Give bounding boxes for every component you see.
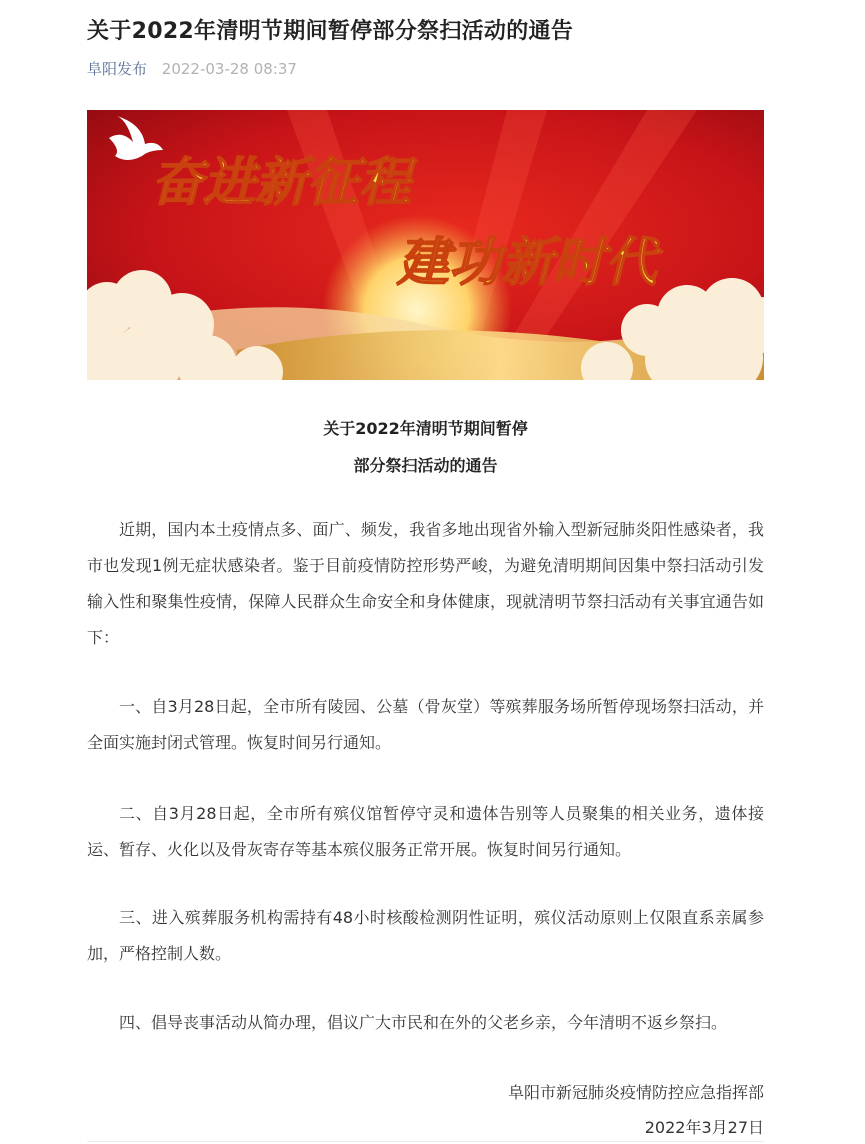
item-1-paragraph: 一、自3月28日起，全市所有陵园、公墓（骨灰堂）等殡葬服务场所暂停现场祭扫活动，并全面实施封闭式管理。恢复时间另行通知。	[87, 697, 764, 752]
divider	[87, 1141, 764, 1142]
sign-date: 2022年3月27日	[644, 1118, 764, 1137]
item-4-paragraph: 四、倡导丧事活动从简办理，倡议广大市民和在外的父老乡亲，今年清明不返乡祭扫。	[119, 1013, 728, 1032]
banner-slogan-1: 奋进新征程	[151, 153, 412, 213]
item-2-paragraph: 二、自3月28日起，全市所有殡仪馆暂停守灵和遗体告别等人员聚集的相关业务，遗体接运、暂存、火化以及骨灰寄存等基本殡仪服务正常开展。恢复时间另行通知。	[87, 804, 764, 859]
article-meta	[87, 58, 297, 79]
source-link[interactable]: 阜阳发布	[87, 60, 148, 78]
article-title: 关于2022年清明节期间暂停部分祭扫活动的通告	[87, 19, 574, 44]
notice-heading-line2: 部分祭扫活动的通告	[353, 456, 498, 475]
notice-heading-line1: 关于2022年清明节期间暂停	[323, 419, 528, 438]
publish-datetime: 2022-03-28 08:37	[161, 60, 297, 78]
intro-paragraph: 近期，国内本土疫情点多、面广、频发，我省多地出现省外输入型新冠肺炎阳性感染者，我市也发现1例无症状感染者。鉴于目前疫情防控形势严峻，为避免清明期间因集中祭扫活动引发输入性和聚集性疫情，保障人民群众生命安全和身体健康，现就清明节祭扫活动有关事宜通告如下：	[87, 520, 764, 647]
item-3-paragraph: 三、进入殡葬服务机构需持有48小时核酸检测阴性证明，殡仪活动原则上仅限直系亲属参加，严格控制人数。	[87, 908, 764, 963]
banner-image	[87, 110, 764, 380]
banner-slogan-2: 建功新时代	[397, 233, 658, 293]
signer: 阜阳市新冠肺炎疫情防控应急指挥部	[507, 1083, 764, 1102]
